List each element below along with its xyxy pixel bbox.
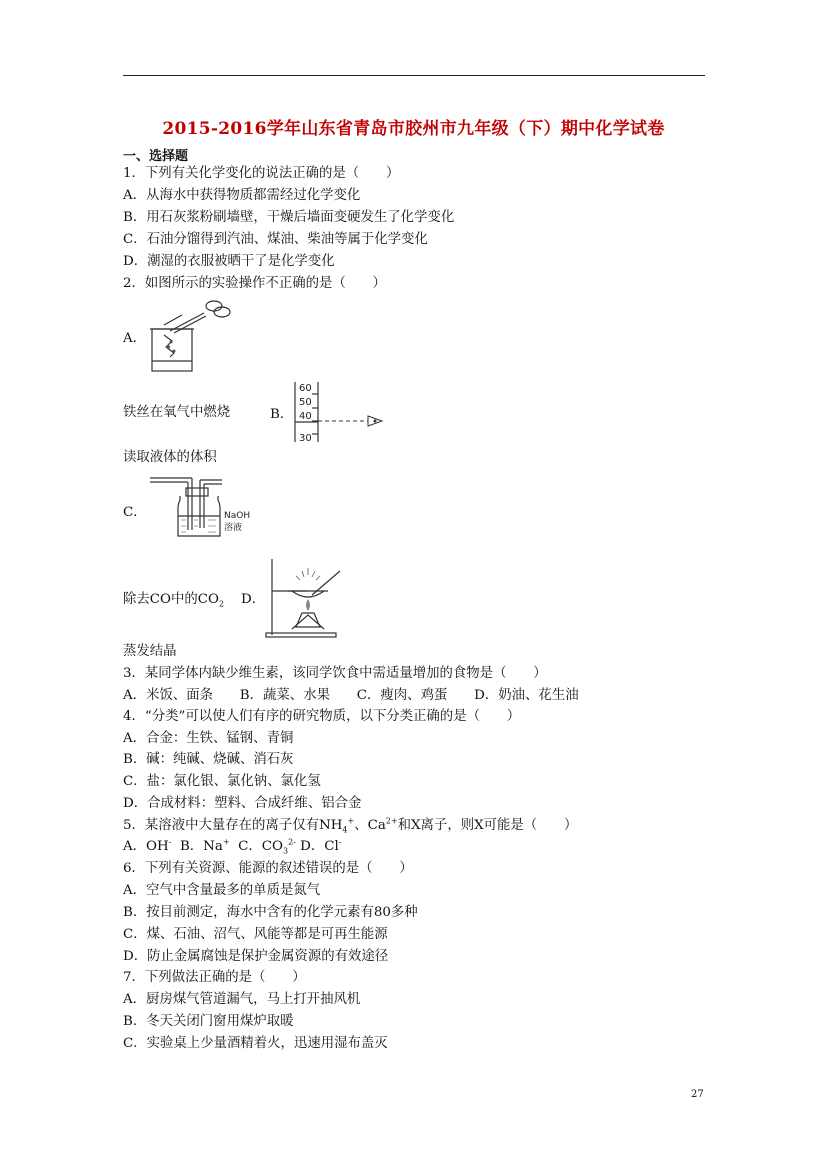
q2-option-b-caption: 读取液体的体积	[123, 450, 217, 465]
q1-option-d: D．潮湿的衣服被晒干了是化学变化	[123, 254, 335, 269]
q5-stem: 5．某溶液中大量存在的离子仅有$NH_4^+$、$Ca^{2+}$和X离子，则X可能是（ ）	[123, 816, 578, 835]
header-rule	[123, 75, 705, 76]
q2-option-a-label: A．	[123, 331, 147, 346]
page-number: 27	[691, 1089, 704, 1100]
q2-option-b-label: B．	[270, 407, 294, 422]
q3-options: A．米饭、面条 B．蔬菜、水果 C．瘦肉、鸡蛋 D．奶油、花生油	[123, 688, 579, 703]
cylinder-tick-50: 50	[299, 397, 312, 408]
q4-option-b: B．碱：纯碱、烧碱、消石灰	[123, 752, 294, 767]
q1-option-a: A．从海水中获得物质都需经过化学变化	[123, 188, 361, 203]
q7-stem: 7．下列做法正确的是（ ）	[123, 970, 306, 985]
q4-option-c: C．盐：氯化银、氯化钠、氯化氢	[123, 774, 321, 789]
q2-option-a-caption: 铁丝在氧气中燃烧	[123, 405, 231, 420]
iron-wire-burning-figure	[144, 295, 236, 375]
q3-stem: 3．某同学体内缺少维生素，该同学饮食中需适量增加的食物是（ ）	[123, 666, 547, 681]
q2-stem: 2．如图所示的实验操作不正确的是（ ）	[123, 276, 386, 291]
q2-option-d-label: D．	[241, 592, 266, 607]
naoh-label: NaOH	[224, 511, 251, 521]
q7-option-b: B．冬天关闭门窗用煤炉取暖	[123, 1014, 294, 1029]
q4-option-a: A．合金：生铁、锰钢、青铜	[123, 731, 294, 746]
q6-stem: 6．下列有关资源、能源的叙述错误的是（ ）	[123, 861, 413, 876]
q1-stem: 1．下列有关化学变化的说法正确的是（ ）	[123, 166, 400, 181]
q6-option-d: D．防止金属腐蚀是保护金属资源的有效途径	[123, 949, 389, 964]
naoh-solution-label: 溶液	[224, 523, 243, 533]
q7-option-c: C．实验桌上少量酒精着火，迅速用湿布盖灭	[123, 1036, 388, 1051]
q2-option-c-label: C．	[123, 505, 147, 520]
cylinder-tick-40: 40	[299, 411, 312, 422]
q1-option-c: C．石油分馏得到汽油、煤油、柴油等属于化学变化	[123, 232, 428, 247]
q4-stem: 4．“分类”可以使人们有序的研究物质，以下分类正确的是（ ）	[123, 709, 521, 724]
section-heading: 一、选择题	[123, 149, 189, 164]
q7-option-a: A．厨房煤气管道漏气，马上打开抽风机	[123, 992, 361, 1007]
q6-option-c: C．煤、石油、沼气、风能等都是可再生能源	[123, 927, 388, 942]
graduated-cylinder-figure	[290, 380, 386, 444]
q4-option-d: D．合成材料：塑料、合成纤维、铝合金	[123, 796, 362, 811]
q6-option-b: B．按目前测定，海水中含有的化学元素有80多种	[123, 905, 418, 920]
q6-option-a: A．空气中含量最多的单质是氮气	[123, 883, 321, 898]
gas-washing-bottle-figure	[148, 470, 260, 540]
q1-option-b: B．用石灰浆粉刷墙壁，干燥后墙面变硬发生了化学变化	[123, 210, 455, 225]
q2-option-d-caption: 蒸发结晶	[123, 644, 177, 659]
q5-options: A．OH- B．Na+ C．$CO_3^{2-}$ D．Cl-	[123, 837, 342, 856]
cylinder-tick-30: 30	[299, 433, 312, 444]
cylinder-tick-60: 60	[299, 383, 312, 394]
evaporation-figure	[262, 555, 352, 639]
q2-option-c-caption: 除去CO中的$CO_2$	[123, 592, 225, 609]
page-title: 2015-2016学年山东省青岛市胶州市九年级（下）期中化学试卷	[162, 119, 665, 139]
